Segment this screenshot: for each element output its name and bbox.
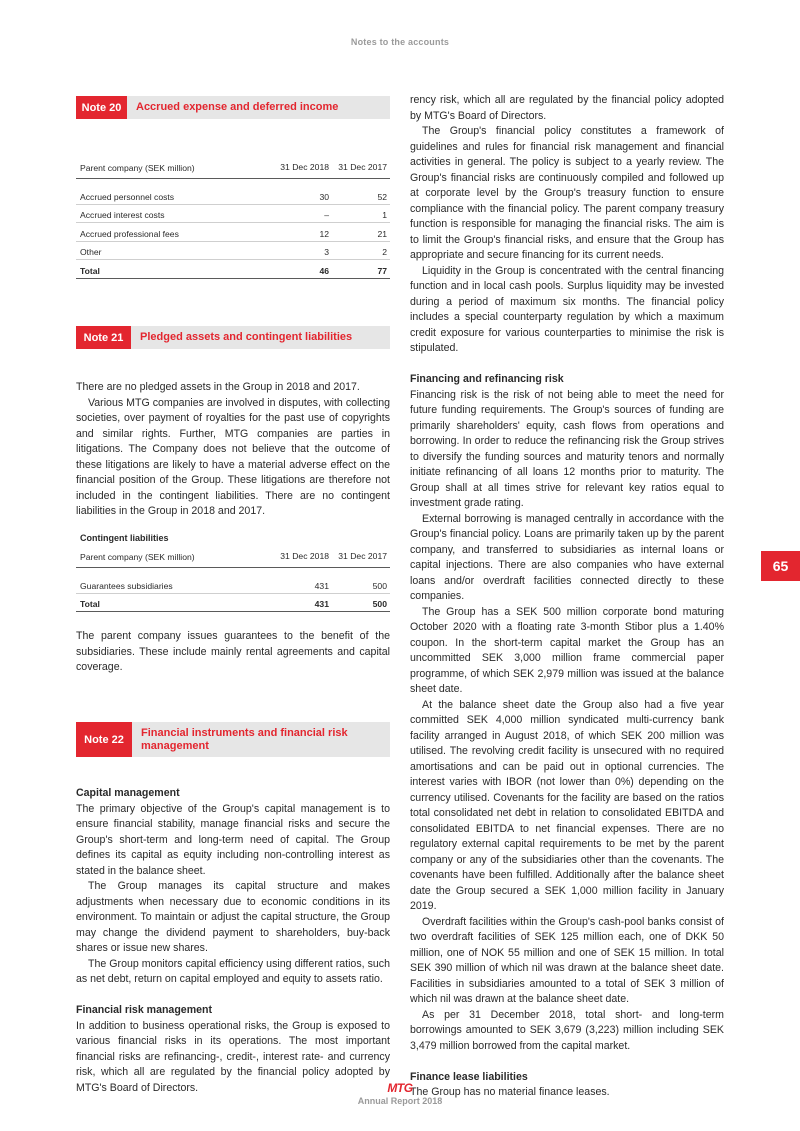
row-value-2017: 1 bbox=[382, 210, 387, 220]
paragraph: The primary objective of the Group's capital management is to ensure financial stability, manage financial risks and secure the Group's short-term and long-term need of capital. The Group defines its capital as equity including non-controlling interest as stated in the balance sheet. bbox=[76, 802, 390, 877]
page-number-tab: 65 bbox=[761, 551, 800, 581]
total-value-2018: 46 bbox=[319, 265, 329, 276]
row-label: Other bbox=[80, 247, 102, 257]
note-number: Note 22 bbox=[76, 722, 132, 757]
paragraph: The parent company issues guarantees to the benefit of the subsidiaries. These include mainly rental agreements and capital coverage. bbox=[76, 630, 390, 673]
row-value-2018: 12 bbox=[319, 228, 329, 239]
note-title: Accrued expense and deferred income bbox=[127, 96, 390, 119]
paragraph: The Group's financial policy constitutes a framework of guidelines and rules for financial risk management and financial activities in general. The policy is subject to a yearly review. The Group's financial risks are continuously compiled and followed up at corporate level by the Group's treasury function to ensure compliance with the financial policy. The parent company treasury function is responsible for managing the financial risks. The aim is to limit the Group's financial risks, and ensure that the Group has appropriate and secure financing for its current needs. bbox=[410, 125, 724, 261]
table-header-row bbox=[76, 162, 390, 179]
row-value-2018: 431 bbox=[314, 580, 329, 591]
table-header-2018: 31 Dec 2018 bbox=[280, 551, 329, 561]
total-label: Total bbox=[80, 599, 100, 609]
contingent-liabilities-table bbox=[76, 551, 390, 612]
section-heading: Financial risk management bbox=[76, 1004, 213, 1016]
page-header: Notes to the accounts bbox=[350, 37, 450, 47]
paragraph: The Group has no material finance leases. bbox=[410, 1086, 610, 1098]
note-21-footer-text bbox=[76, 629, 390, 676]
row-value-2017: 21 bbox=[377, 228, 387, 239]
table-row bbox=[76, 575, 390, 594]
note-22-left-body bbox=[76, 786, 390, 1094]
table-header-label: Parent company (SEK million) bbox=[80, 163, 195, 173]
row-label: Accrued interest costs bbox=[80, 210, 165, 220]
table-header-row bbox=[76, 551, 390, 568]
row-label: Accrued professional fees bbox=[80, 228, 179, 239]
contingent-liabilities-title: Contingent liabilities bbox=[80, 533, 169, 543]
total-value-2018: 431 bbox=[314, 599, 329, 609]
table-header-label: Parent company (SEK million) bbox=[80, 552, 195, 562]
row-value-2017: 2 bbox=[382, 247, 387, 257]
note-number: Note 20 bbox=[76, 96, 127, 119]
paragraph: The Group has a SEK 500 million corporate bond maturing October 2020 with a floating rate 3-month Stibor plus a 1.40% coupon. In the short-term capital market the Group has an uncommitted SEK 3,000 million frame commercial paper programme, of which SEK 2,979 million was issued at the balance sheet date. bbox=[410, 605, 724, 695]
paragraph: At the balance sheet date the Group also had a five year committed SEK 4,000 million syndicated multi-currency bank facility arranged in August 2018, of which SEK 200 million was utilised. The revolving credit facility is unsecured with no required amortisations and can be paid out in optional currencies. The interest varies with IBOR (not lower than 0%) depending on the currency utilised. Covenants for the facility are based on the ratios total consolidated net debt in relation to consolidated EBITDA and consolidated EBITDA to net financial expenses. There are no regulatory external capital requirements to be met by the parent company or any of the subsidiaries other than the covenants. The covenants have been fulfilled. Additionally after the balance sheet date the Group secured a SEK 1,000 million facility in January 2019. bbox=[410, 698, 724, 912]
mtg-logo: MTG bbox=[387, 1081, 413, 1095]
paragraph: Liquidity in the Group is concentrated with the central financing function and in local cash pools. Surplus liquidity may be invested during a period of maximum six months. The financial policy includes a special counterparty regulation by which a maximum credit exposure for various counterparties to minimise the risk is stipulated. bbox=[410, 264, 724, 354]
section-heading: Finance lease liabilities bbox=[410, 1070, 528, 1083]
note-21-body bbox=[76, 380, 390, 520]
table-header-2017: 31 Dec 2017 bbox=[338, 551, 387, 561]
total-label: Total bbox=[80, 265, 100, 276]
row-label: Guarantees subsidiaries bbox=[80, 580, 173, 591]
paragraph: External borrowing is managed centrally in accordance with the Group's financial policy. Loans are primarily taken up by the parent company, and transferred to subsidiaries as internal loans or capital injections. There are also companies who have external loans and/or overdraft facilities connected directly to these companies. bbox=[410, 512, 724, 602]
paragraph: The Group manages its capital structure and makes adjustments when necessary due to economic conditions in its environment. To maintain or adjust the capital structure, the Group may change the dividend payment to shareholders, buy-back shares or issue new shares. bbox=[76, 880, 390, 954]
footer-text: Annual Report 2018 bbox=[357, 1096, 443, 1106]
note-21-heading bbox=[76, 326, 390, 349]
paragraph: In addition to business operational risks, the Group is exposed to various financial risks in its operations. The most important financial risks are refinancing-, credit-, interest rate- and currency risk, which all are regulated by the financial policy adopted by MTG's Board of Directors. bbox=[76, 1019, 390, 1094]
note-title: Pledged assets and contingent liabilities bbox=[131, 326, 390, 349]
row-value-2017: 500 bbox=[372, 580, 387, 591]
table-row bbox=[76, 205, 390, 224]
note-22-heading bbox=[76, 722, 390, 757]
table-header-2018: 31 Dec 2018 bbox=[280, 162, 329, 172]
note-22-right-body bbox=[410, 93, 724, 1101]
table-row bbox=[76, 186, 390, 205]
row-value-2018: 30 bbox=[319, 191, 329, 202]
table-total-row bbox=[76, 594, 390, 613]
row-label: Accrued personnel costs bbox=[80, 191, 175, 202]
accrued-expense-table bbox=[76, 162, 390, 279]
row-value-2017: 52 bbox=[377, 191, 387, 202]
section-heading: Capital management bbox=[76, 787, 180, 799]
table-total-row bbox=[76, 260, 390, 279]
paragraph-continued: rency risk, which all are regulated by the financial policy adopted by MTG's Board of Directors. bbox=[410, 94, 724, 122]
row-value-2018: – bbox=[324, 210, 329, 220]
note-number: Note 21 bbox=[76, 326, 131, 349]
paragraph: Overdraft facilities within the Group's cash-pool banks consist of two overdraft facilities of SEK 125 million each, one of DKK 50 million, one of NOK 55 million and one of SEK 15 million. In total SEK 390 million of which nil was drawn at the balance sheet date. Facilities in subsidiaries amounted to a total of SEK 3 million of which nil was drawn at the balance sheet date. bbox=[410, 915, 724, 1005]
paragraph: As per 31 December 2018, total short- and long-term borrowings amounted to SEK 3,679 (3,223) million including SEK 3,479 million borrowed from the capital market. bbox=[410, 1008, 724, 1052]
paragraph: Financing risk is the risk of not being able to meet the need for future funding requirements. The Group's sources of funding are primarily shareholders' equity, cash flows from operations and borrowing. In order to reduce the refinancing risk the Group strives to diversify the funding sources and maturity tenors and normally initiate refinancing of all loans 12 months prior to maturity. The Group shall at all times strive for relevant key ratios equal to investment grade rating. bbox=[410, 388, 724, 509]
total-value-2017: 500 bbox=[372, 599, 387, 609]
total-value-2017: 77 bbox=[377, 265, 387, 276]
note-title: Financial instruments and financial risk management bbox=[132, 722, 390, 757]
table-header-2017: 31 Dec 2017 bbox=[338, 162, 387, 172]
table-row bbox=[76, 223, 390, 242]
table-row bbox=[76, 242, 390, 261]
note-20-heading bbox=[76, 96, 390, 119]
paragraph: The Group monitors capital efficiency using different ratios, such as net debt, return on capital employed and equity to assets ratio. bbox=[76, 957, 390, 985]
row-value-2018: 3 bbox=[324, 247, 329, 257]
section-heading: Financing and refinancing risk bbox=[410, 373, 564, 385]
paragraph: There are no pledged assets in the Group in 2018 and 2017. bbox=[76, 381, 360, 393]
paragraph: Various MTG companies are involved in disputes, with collecting societies, over payment of royalties for the past use of copyrights and similar rights. Further, MTG companies are parties in litigations. The Company does not believe that the outcome of these litigations are likely to have a material adverse effect on the financial position of the Group. These litigations are therefore not included in the contingent liabilities. There are no contingent liabilities in the Group in 2018 and 2017. bbox=[76, 396, 390, 517]
